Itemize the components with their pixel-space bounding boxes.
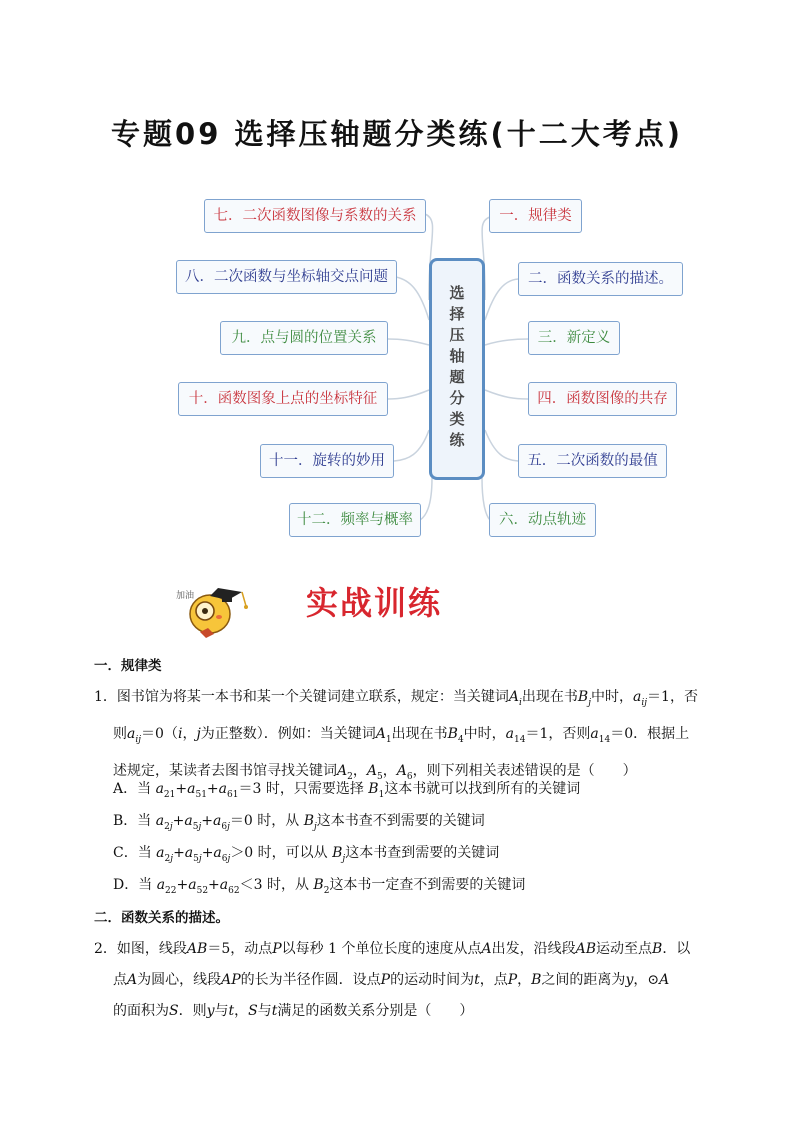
mindmap-node-9: 九．点与圆的位置关系 <box>220 321 388 355</box>
question-1-line-3: 述规定，某读者去图书馆寻找关键词$A_2$，$A_5$，$A_6$，则下列相关表述错误的是（ ） <box>113 762 637 782</box>
question-2-line-2: 点A为圆心，线段AP的长为半径作圆．设点P的运动时间为t，点P，B之间的距离为y，⊙A <box>113 972 670 988</box>
question-2-line-3: 的面积为S．则y与t，S与t满足的函数关系分别是（ ） <box>113 1003 474 1019</box>
mindmap-node-8: 八．二次函数与坐标轴交点问题 <box>176 260 397 294</box>
question-1-option-a: A．当 $a_{21}+a_{51}+a_{61}=3$ 时，只需要选择 $B_1$这本书就可以找到所有的关键词 <box>113 781 581 800</box>
mindmap-node-2: 二．函数关系的描述。 <box>518 262 683 296</box>
mindmap-node-1: 一．规律类 <box>489 199 582 233</box>
mindmap-node-10: 十．函数图象上点的坐标特征 <box>178 382 388 416</box>
mindmap-node-6: 六．动点轨迹 <box>489 503 596 537</box>
mindmap-node-4: 四．函数图像的共存 <box>528 382 677 416</box>
mascot-illustration <box>170 578 254 642</box>
question-1-line-2: 则$a_{ij}=0(i$，j为正整数）．例如：当关键词$A_1$出现在书$B_4$中时，$a_{14}=1$，否则$a_{14}=0$．根据上 <box>113 725 690 745</box>
question-1 <box>94 682 704 792</box>
mindmap-node-3: 三．新定义 <box>528 321 620 355</box>
badge-text: 加油 <box>176 591 195 601</box>
mindmap-node-5: 五．二次函数的最值 <box>518 444 667 478</box>
mindmap-node-7: 七．二次函数图像与系数的关系 <box>204 199 426 233</box>
question-1-option-d: D．当 $a_{22}+a_{52}+a_{62}<3$ 时，从 $B_2$这本书一定查不到需要的关键词 <box>113 877 526 896</box>
mindmap-center-node <box>429 258 485 480</box>
question-1-option-b: B．当 $a_{2j}+a_{5j}+a_{6j}=0$ 时，从 $B_j$这本书查不到需要的关键词 <box>113 813 485 832</box>
page-title: 专题09 选择压轴题分类练(十二大考点) <box>111 117 683 151</box>
question-2 <box>94 934 704 1027</box>
practice-heading: 实战训练 <box>306 584 443 622</box>
question-2-line-1: 2．如图，线段AB＝5，动点P以每秒 1 个单位长度的速度从点A出发，沿线段AB运动至点B．以 <box>94 941 691 957</box>
section-heading-1: 一．规律类 <box>94 658 162 674</box>
question-1-line-1: 1．图书馆为将某一本书和某一个关键词建立联系，规定：当关键词$A_i$出现在书$B_j$中时，$a_{ij}=1$，否 <box>94 689 698 708</box>
mindmap-node-11: 十一．旋转的妙用 <box>260 444 394 478</box>
mindmap-center-label: 选择压轴题分类练 <box>447 285 466 453</box>
mindmap-node-12: 十二．频率与概率 <box>289 503 421 537</box>
question-1-option-c: C．当 $a_{2j}+a_{5j}+a_{6j}>0$ 时，可以从 $B_j$这本书查到需要的关键词 <box>113 845 500 864</box>
section-heading-2: 二．函数关系的描述。 <box>94 910 229 926</box>
